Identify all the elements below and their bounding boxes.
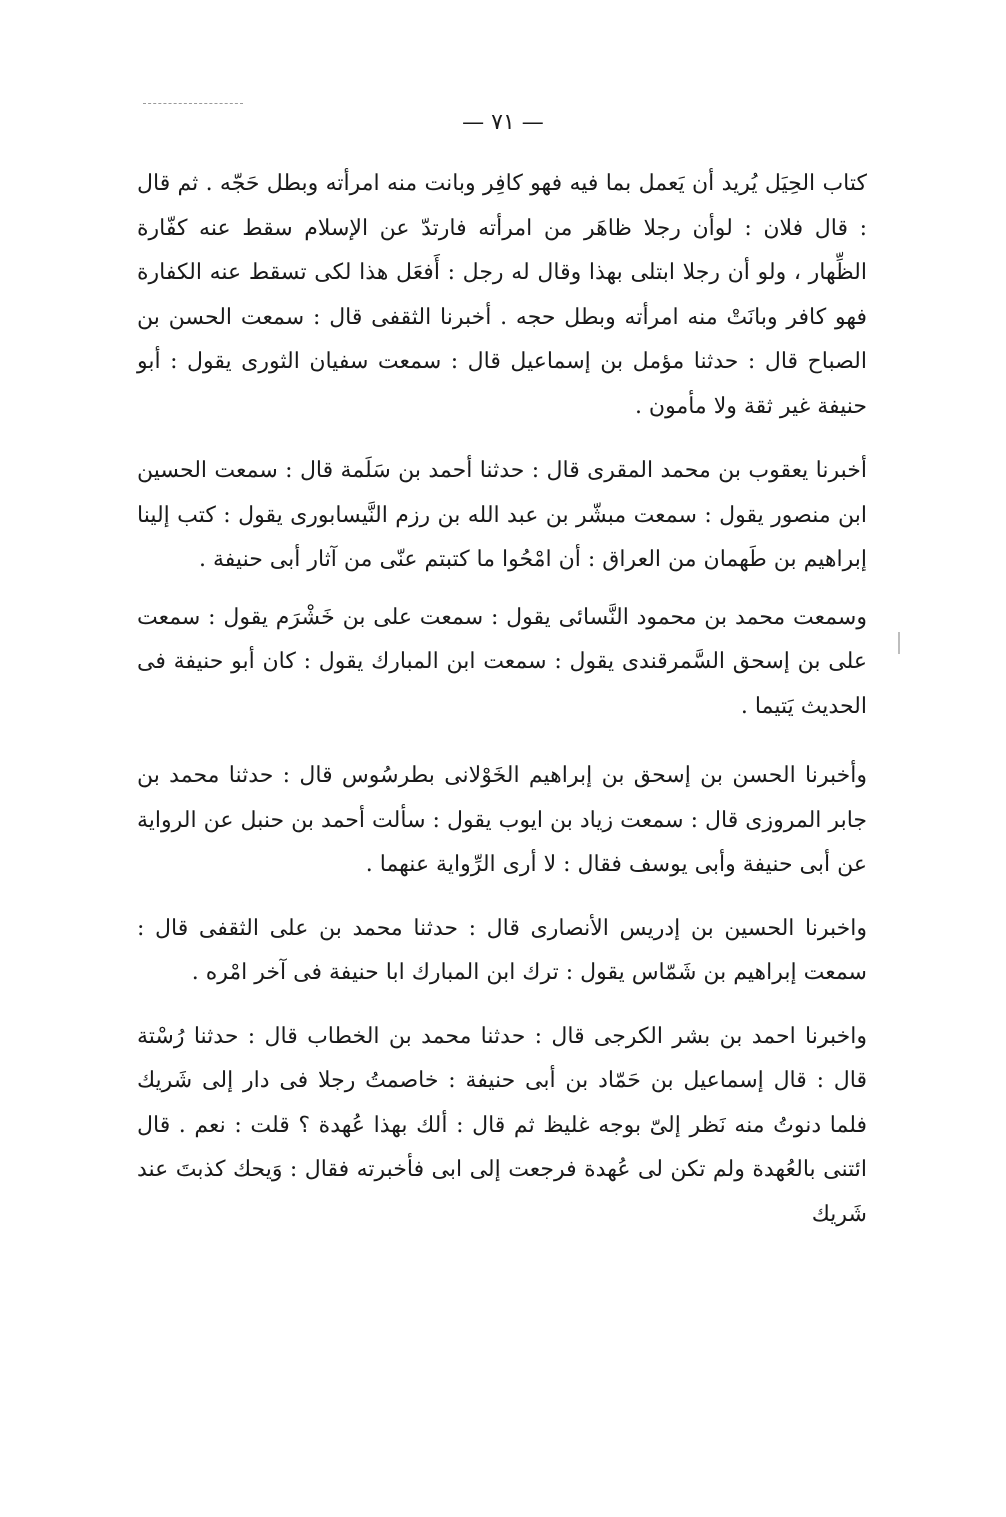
paragraph-2: أخبرنا يعقوب بن محمد المقرى قال : حدثنا أحمد بن سَلَمة قال : سمعت الحسين ابن منصور يقول : سمعت مبشّر بن عبد الله بن رزم النَّيسابورى يقول : كتب إلينا إبراهيم بن طَهمان من العراق : أن امْحُوا ما كتبتم عنّى من آثار أبى حنيفة .	[137, 458, 867, 572]
top-rule-divider	[143, 103, 243, 104]
paragraph-5: واخبرنا الحسين بن إدريس الأنصارى قال : حدثنا محمد بن على الثقفى قال : سمعت إبراهيم بن شَمّاس يقول : ترك ابن المبارك ابا حنيفة فى آخر امْره .	[137, 915, 867, 985]
margin-mark	[898, 632, 900, 654]
paragraph-3: وسمعت محمد بن محمود النَّسائى يقول : سمعت على بن خَشْرَم يقول : سمعت على بن إسحق السَّمرقندى يقول : سمعت ابن المبارك يقول : كان أبو حنيفة فى الحديث يَتيما .	[137, 604, 867, 719]
page-number: — ٧١ —	[462, 110, 544, 135]
body-text	[137, 162, 867, 1237]
paragraph-1: كتاب الحِيَل يُريد أن يَعمل بما فيه فهو كافِر وبانت منه امرأته وبطل حَجّه . ثم قال : قال فلان : لوأن رجلا ظاهَر من امرأته فارتدّ عن الإسلام سقط عنه كفّارة الظِّهار ، ولو أن رجلا ابتلى بهذا وقال له رجل : أَفعَل هذا لكى تسقط عنه الكفارة فهو كافر وبانَتْ منه امرأته وبطل حجه . أخبرنا الثقفى قال : سمعت الحسن بن الصباح قال : حدثنا مؤمل بن إسماعيل قال : سمعت سفيان الثورى يقول : أبو حنيفة غير ثقة ولا مأمون .	[137, 171, 867, 419]
paragraph-6: واخبرنا احمد بن بشر الكرجى قال : حدثنا محمد بن الخطاب قال : حدثنا رُسْتة قال : قال إسماعيل بن حَمّاد بن أبى حنيفة : خاصمتُ رجلا فى دار إلى شَريك فلما دنوتُ منه نَظر إلىّ بوجه غليظ ثم قال : ألك بهذا عُهدة ؟ قلت : نعم . قال ائتنى بالعُهدة ولم تكن لى عُهدة فرجعت إلى ابى فأخبرته فقال : وَيحك كذبتَ عند شَريك	[137, 1023, 867, 1227]
paragraph-4: وأخبرنا الحسن بن إسحق بن إبراهيم الخَوْلانى بطرسُوس قال : حدثنا محمد بن جابر المروزى قال : سمعت زياد بن ايوب يقول : سألت أحمد بن حنبل عن الرواية عن أبى حنيفة وأبى يوسف فقال : لا أرى الرِّواية عنهما .	[137, 763, 867, 877]
